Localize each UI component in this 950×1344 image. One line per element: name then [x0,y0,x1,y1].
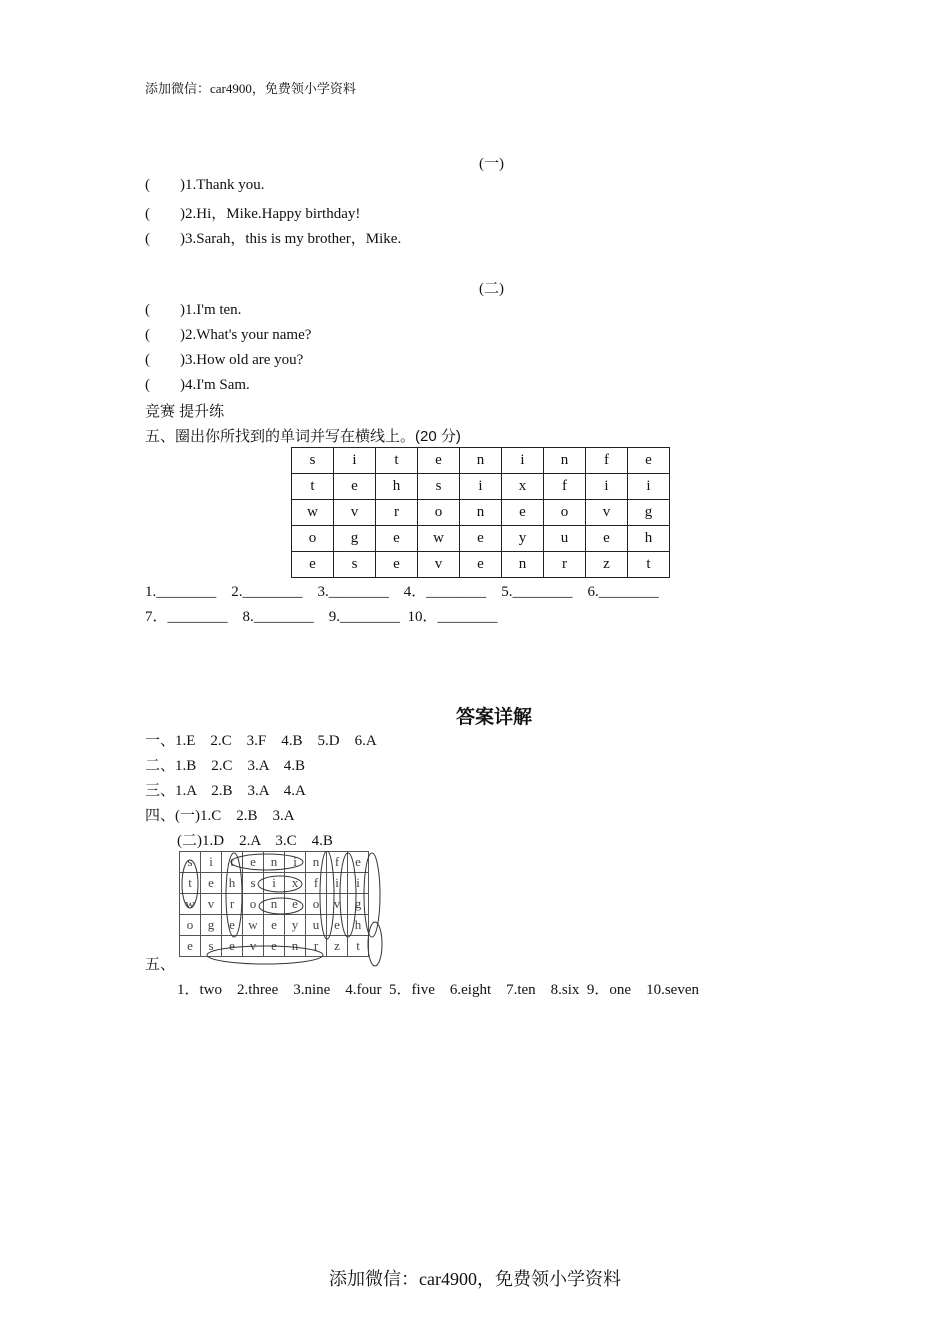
grid-row [292,448,670,474]
grid-cell: o [544,500,586,526]
grid-cell: w [418,526,460,552]
part2-label: (二) [479,281,504,297]
answer-grid-cell: e [327,915,348,936]
answer-grid-cell: s [243,873,264,894]
answer-line-5-label: 五、 [145,957,176,973]
part1-label: (一) [479,156,504,172]
answer-grid-cell: g [201,915,222,936]
grid-cell: e [334,474,376,500]
grid-cell: t [292,474,334,500]
grid-cell: h [376,474,418,500]
answer-grid-cell: s [180,852,201,873]
answer-blanks-row-2: 7．________ 8.________ 9.________ 10．________ [145,609,498,625]
grid-cell: i [334,448,376,474]
answer-grid-cell: i [348,873,369,894]
answer-blanks-row-1: 1.________ 2.________ 3.________ 4．________ 5.________ 6.________ [145,584,659,600]
answer-circles [179,851,389,969]
circle-ten [368,922,382,966]
grid-cell: t [376,448,418,474]
answer-grid-cell: h [348,915,369,936]
grid-cell: o [418,500,460,526]
grid-cell: e [502,500,544,526]
grid-cell: w [292,500,334,526]
grid-cell: n [460,448,502,474]
grid-row [292,500,670,526]
grid-cell: g [628,500,670,526]
answer-grid-cell: i [327,873,348,894]
answer-grid-cell: n [264,852,285,873]
answer-grid-cell: e [222,915,243,936]
grid-cell: e [628,448,670,474]
answer-line-4a: 四、(一)1.C 2.B 3.A [145,808,295,824]
grid-cell: v [418,552,460,578]
grid-row [292,526,670,552]
answer-grid-cell: h [222,873,243,894]
answer-grid-cell: e [201,873,222,894]
grid-cell: g [334,526,376,552]
part1-item-3: ( )3.Sarah，this is my brother，Mike. [145,231,402,247]
word-search-grid [291,447,670,578]
grid-cell: e [376,526,418,552]
answer-grid-cell: o [306,894,327,915]
grid-cell: i [586,474,628,500]
part2-item-4: ( )4.I'm Sam. [145,377,250,393]
grid-cell: e [586,526,628,552]
grid-cell: i [502,448,544,474]
competition-heading: 竞赛 提升练 [145,403,225,420]
grid-cell: h [628,526,670,552]
section5-title: 五、圈出你所找到的单词并写在横线上。(20 分) [145,428,461,445]
circle-five [340,853,356,937]
answer-line-1: 一、1.E 2.C 3.F 4.B 5.D 6.A [145,733,377,749]
grid-cell: s [418,474,460,500]
grid-cell: e [460,526,502,552]
answer-grid-cell: s [201,936,222,957]
answer-grid-cell: o [243,894,264,915]
answer-grid-cell: f [306,873,327,894]
answer-grid-cell: e [348,852,369,873]
answer-grid-cell: f [327,852,348,873]
answer-grid-cell: v [201,894,222,915]
grid-cell: n [460,500,502,526]
answer-line-4b: (二)1.D 2.A 3.C 4.B [177,833,333,849]
grid-cell: v [334,500,376,526]
answer-grid-cell: r [222,894,243,915]
circle-four [320,851,334,939]
answer-grid-cell: z [327,936,348,957]
grid-row [292,552,670,578]
grid-cell: v [586,500,628,526]
grid-cell: e [460,552,502,578]
answer-grid-cell: n [264,894,285,915]
answer-grid-cell: e [180,936,201,957]
grid-cell: s [292,448,334,474]
answer-line-5-words: 1．two 2.three 3.nine 4.four 5．five 6.eight 7.ten 8.six 9．one 10.seven [177,982,699,998]
part2-item-1: ( )1.I'm ten. [145,302,242,318]
circle-seven [207,946,323,964]
answer-grid-cell: n [285,936,306,957]
grid-cell: f [586,448,628,474]
answer-grid-cell: e [243,852,264,873]
answer-grid-cell: t [348,936,369,957]
answer-grid-cell: e [264,936,285,957]
answer-grid-cell: v [243,936,264,957]
circle-six [258,876,302,892]
part2-item-3: ( )3.How old are you? [145,352,304,368]
grid-cell: y [502,526,544,552]
answer-grid-cell: g [348,894,369,915]
circle-two [182,860,198,908]
part1-item-2: ( )2.Hi，Mike.Happy birthday! [145,206,361,222]
grid-cell: n [544,448,586,474]
answer-grid-cell: t [180,873,201,894]
grid-cell: n [502,552,544,578]
part2-item-2: ( )2.What's your name? [145,327,312,343]
answer-line-3: 三、1.A 2.B 3.A 4.A [145,783,306,799]
grid-cell: o [292,526,334,552]
grid-cell: r [376,500,418,526]
grid-cell: s [334,552,376,578]
page-footer: 添加微信：car4900，免费领小学资料 [329,1269,621,1289]
page-header: 添加微信：car4900，免费领小学资料 [145,81,356,96]
answer-grid-cell: n [306,852,327,873]
answer-grid-cell: e [285,894,306,915]
answer-line-2: 二、1.B 2.C 3.A 4.B [145,758,306,774]
grid-cell: e [376,552,418,578]
grid-cell: e [292,552,334,578]
grid-cell: r [544,552,586,578]
answer-grid-cell: x [285,873,306,894]
answer-grid-cell: e [222,936,243,957]
circle-nine [231,854,303,870]
grid-cell: i [628,474,670,500]
grid-cell: i [460,474,502,500]
grid-cell: z [586,552,628,578]
answer-grid-cell: w [180,894,201,915]
answer-grid-cell: r [306,936,327,957]
grid-cell: e [418,448,460,474]
grid-cell: f [544,474,586,500]
circle-one [259,898,303,914]
answer-grid-cell: t [222,852,243,873]
grid-cell: x [502,474,544,500]
answer-grid-cell: i [264,873,285,894]
answers-title: 答案详解 [455,707,532,728]
answer-grid-cell: y [285,915,306,936]
answer-grid-cell: v [327,894,348,915]
answer-grid-cell: e [264,915,285,936]
answer-grid-cell: w [243,915,264,936]
answer-grid-cell: i [201,852,222,873]
grid-row [292,474,670,500]
grid-cell: u [544,526,586,552]
answer-grid-cell: o [180,915,201,936]
part1-item-1: ( )1.Thank you. [145,177,265,193]
answer-grid-cell: i [285,852,306,873]
answer-grid-cell: u [306,915,327,936]
grid-cell: t [628,552,670,578]
